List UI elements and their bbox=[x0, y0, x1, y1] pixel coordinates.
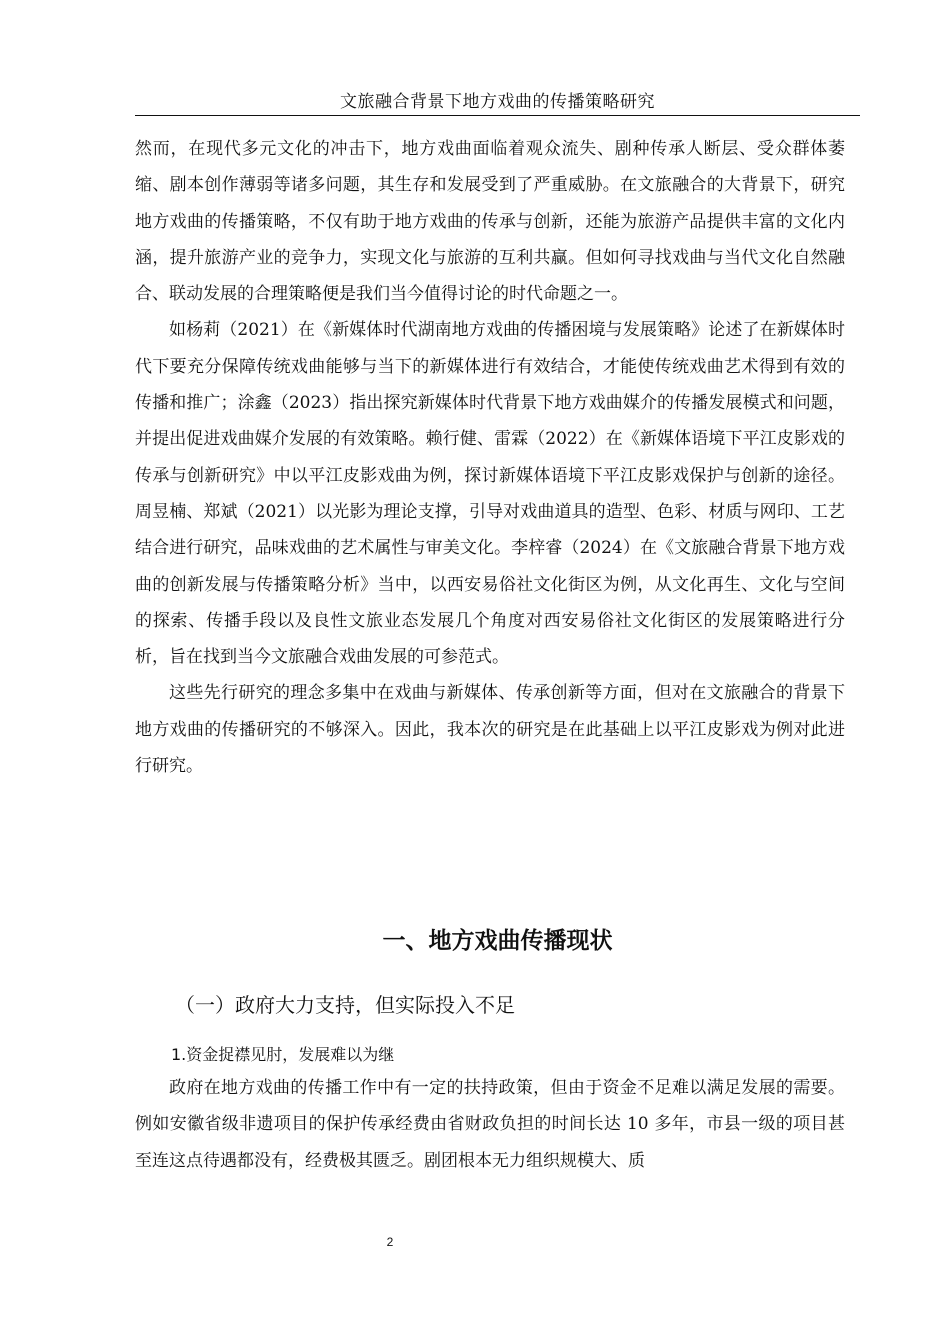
paragraph-funding: 政府在地方戏曲的传播工作中有一定的扶持政策，但由于资金不足难以满足发展的需要。例如安徽省级非遗项目的保护传承经费由省财政负担的时间长达 10 多年，市县一级的项目甚至连这点待遇都没有，经费极其匮乏。剧团根本无力组织规模大、质 bbox=[135, 1078, 845, 1171]
section-body-text bbox=[135, 1070, 845, 1179]
section-heading: 一、地方戏曲传播现状 bbox=[382, 928, 613, 954]
header-divider bbox=[135, 115, 860, 116]
paragraph-research-gap: 这些先行研究的理念多集中在戏曲与新媒体、传承创新等方面，但对在文旅融合的背景下地方戏曲的传播研究的不够深入。因此，我本次的研究是在此基础上以平江皮影戏为例对此进行研究。 bbox=[135, 683, 845, 777]
subsubsection-heading: 1.资金捉襟见肘，发展难以为继 bbox=[171, 1045, 395, 1064]
paragraph-intro: 然而，在现代多元文化的冲击下，地方戏曲面临着观众流失、剧种传承人断层、受众群体萎缩、剧本创作薄弱等诸多问题，其生存和发展受到了严重威胁。在文旅融合的大背景下，研究地方戏曲的传播策略，不仅有助于地方戏曲的传承与创新，还能为旅游产品提供丰富的文化内涵，提升旅游产业的竞争力，实现文化与旅游的互利共赢。但如何寻找戏曲与当代文化自然融合、联动发展的合理策略便是我们当今值得讨论的时代命题之一。 bbox=[135, 139, 845, 305]
running-header-title: 文旅融合背景下地方戏曲的传播策略研究 bbox=[340, 92, 655, 112]
body-text-block bbox=[135, 131, 845, 784]
page-number: 2 bbox=[386, 1235, 394, 1249]
subsection-heading: （一）政府大力支持，但实际投入不足 bbox=[175, 993, 515, 1017]
paragraph-literature-review: 如杨莉（2021）在《新媒体时代湖南地方戏曲的传播困境与发展策略》论述了在新媒体时代下要充分保障传统戏曲能够与当下的新媒体进行有效结合，才能使传统戏曲艺术得到有效的传播和推广；涂鑫（2023）指出探究新媒体时代背景下地方戏曲媒介的传播发展模式和问题，并提出促进戏曲媒介发展的有效策略。赖行健、雷霖（2022）在《新媒体语境下平江皮影戏的传承与创新研究》中以平江皮影戏曲为例，探讨新媒体语境下平江皮影戏保护与创新的途径。周昱楠、郑斌（2021）以光影为理论支撑，引导对戏曲道具的造型、色彩、材质与网印、工艺结合进行研究，品味戏曲的艺术属性与审美文化。李梓睿（2024）在《文旅融合背景下地方戏曲的创新发展与传播策略分析》当中，以西安易俗社文化街区为例，从文化再生、文化与空间的探索、传播手段以及良性文旅业态发展几个角度对西安易俗社文化街区的发展策略进行分析，旨在找到当今文旅融合戏曲发展的可参范式。 bbox=[135, 320, 845, 668]
